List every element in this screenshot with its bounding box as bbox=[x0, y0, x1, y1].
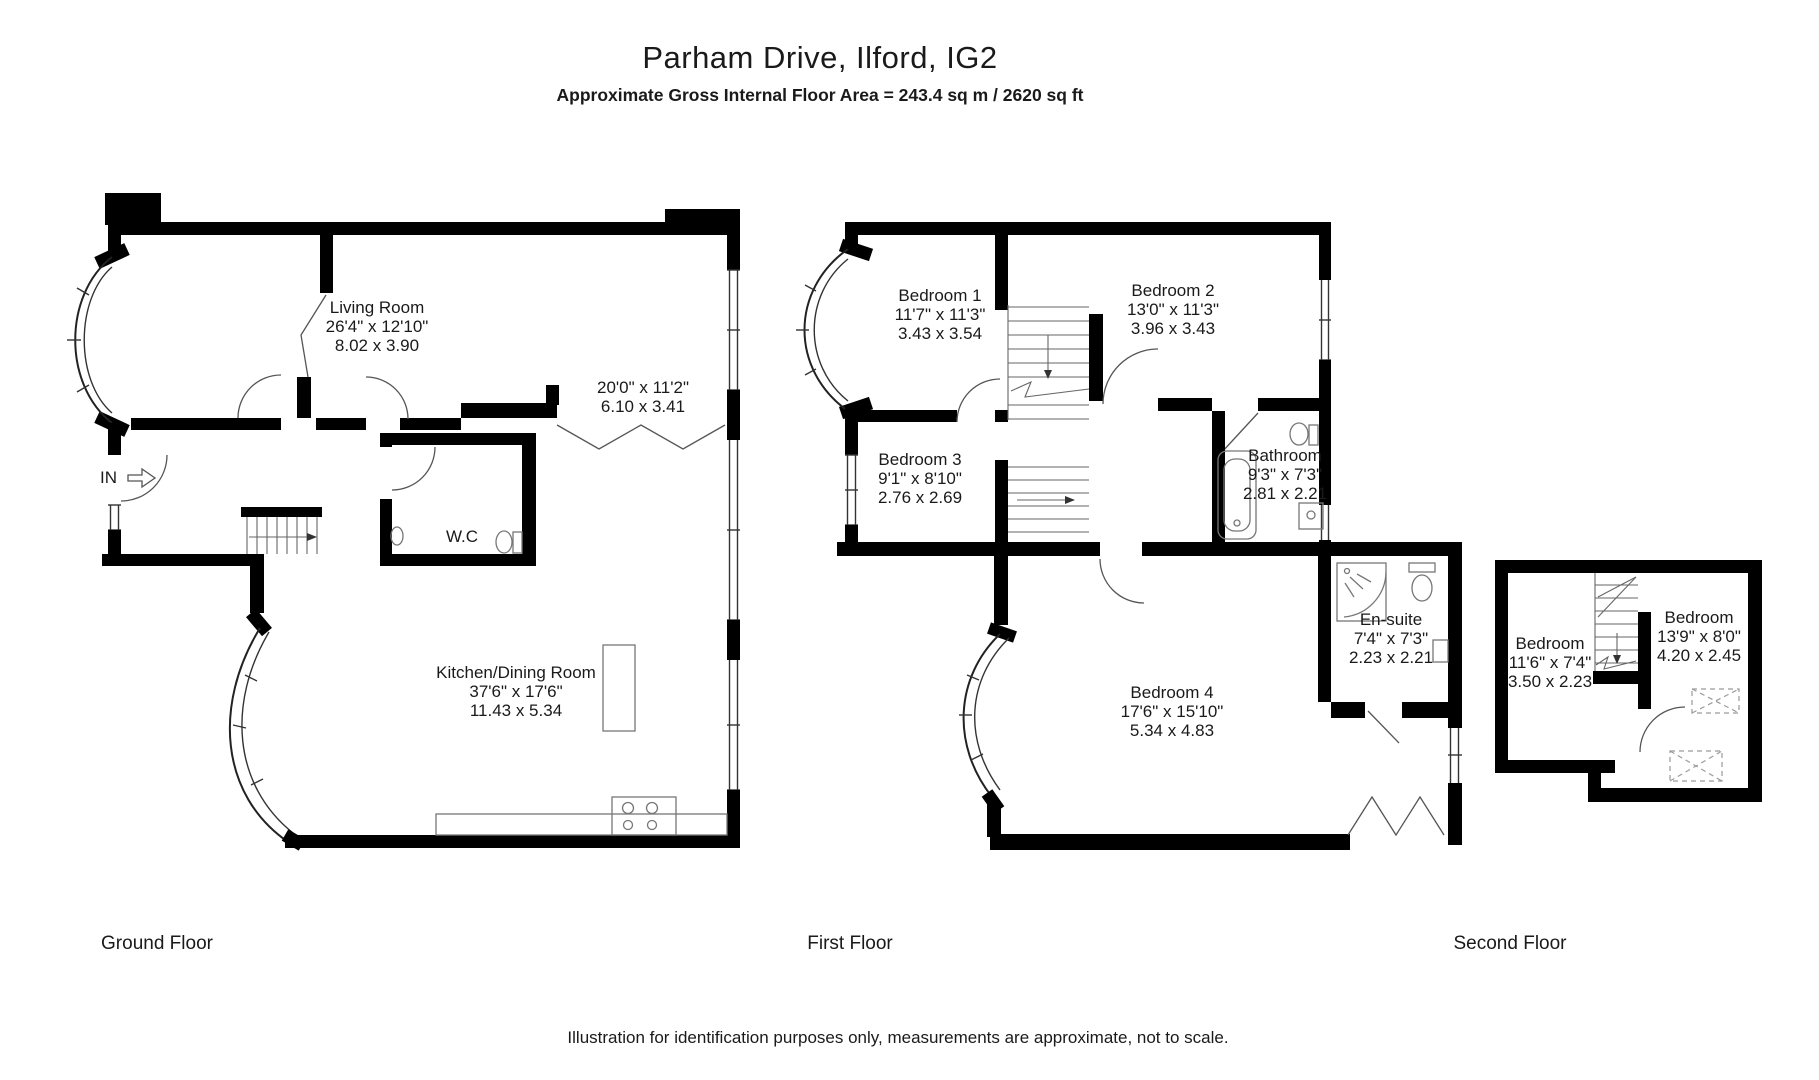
room-size-metric: 2.81 x 2.21 bbox=[1242, 484, 1328, 503]
room-label-second-bedroom-left bbox=[1508, 634, 1592, 691]
room-size-imperial: 17'6" x 15'10" bbox=[1120, 702, 1224, 721]
room-size-metric: 3.50 x 2.23 bbox=[1507, 672, 1593, 691]
entrance-arrow-icon bbox=[128, 469, 155, 487]
stove-icon bbox=[612, 797, 676, 835]
room-name: Bedroom 3 bbox=[878, 450, 962, 469]
room-size-metric: 11.43 x 5.34 bbox=[469, 701, 563, 720]
room-label-bedroom-2 bbox=[1127, 281, 1219, 338]
room-name: Bedroom 1 bbox=[898, 286, 982, 305]
room-size-imperial: 9'1" x 8'10" bbox=[878, 469, 962, 488]
page-subtitle: Approximate Gross Internal Floor Area = 243.4 sq m / 2620 sq ft bbox=[556, 85, 1084, 105]
worktop bbox=[436, 814, 727, 835]
bay-window bbox=[230, 628, 288, 842]
room-label-bedroom-3 bbox=[878, 450, 962, 507]
room-name: Bedroom bbox=[1515, 634, 1585, 653]
room-size-metric: 6.10 x 3.41 bbox=[600, 397, 686, 416]
room-size-metric: 4.20 x 2.45 bbox=[1656, 646, 1742, 665]
room-label-wc bbox=[446, 527, 478, 546]
disclaimer-text: Illustration for identification purposes only, measurements are approximate, not to scale. bbox=[567, 1028, 1229, 1047]
room-size-imperial: 26'4" x 12'10" bbox=[325, 317, 429, 336]
stairs bbox=[241, 507, 322, 517]
first-floor-plan bbox=[695, 185, 1470, 865]
room-label-front-room bbox=[597, 378, 689, 416]
room-label-en-suite bbox=[1349, 610, 1433, 667]
room-size-metric: 2.23 x 2.21 bbox=[1348, 648, 1434, 667]
folding-doors bbox=[1348, 797, 1444, 835]
room-size-metric: 2.76 x 2.69 bbox=[877, 488, 963, 507]
basin-icon bbox=[1299, 503, 1323, 529]
toilet-icon bbox=[496, 531, 512, 553]
entrance-label: IN bbox=[100, 468, 117, 487]
toilet-icon bbox=[1409, 563, 1435, 572]
room-size-imperial: 20'0" x 11'2" bbox=[597, 378, 689, 397]
toilet-icon bbox=[1290, 423, 1308, 445]
room-size-metric: 3.43 x 3.54 bbox=[897, 324, 983, 343]
room-name: En-suite bbox=[1359, 610, 1423, 629]
ground-floor-plan bbox=[55, 185, 755, 865]
room-name: Living Room bbox=[329, 298, 425, 317]
skylight-icon bbox=[1692, 689, 1739, 713]
room-size-imperial: 11'7" x 11'3" bbox=[894, 305, 986, 324]
room-name: Kitchen/Dining Room bbox=[436, 663, 596, 682]
room-size-imperial: 13'9" x 8'0" bbox=[1657, 627, 1741, 646]
room-label-bathroom bbox=[1243, 446, 1327, 503]
skylight-icon bbox=[1670, 751, 1722, 781]
room-size-imperial: 7'4" x 7'3" bbox=[1353, 629, 1429, 648]
ground-floor-label: Ground Floor bbox=[101, 933, 213, 954]
room-size-metric: 3.96 x 3.43 bbox=[1130, 319, 1216, 338]
room-name: Bathroom bbox=[1248, 446, 1322, 465]
room-label-bedroom-4 bbox=[1121, 683, 1224, 740]
room-size-imperial: 37'6" x 17'6" bbox=[469, 682, 563, 701]
wall bbox=[105, 193, 161, 225]
basin-icon bbox=[1433, 640, 1448, 662]
room-size-metric: 8.02 x 3.90 bbox=[334, 336, 420, 355]
basin-icon bbox=[391, 527, 403, 545]
bay-window bbox=[805, 249, 849, 411]
room-size-imperial: 9'3" x 7'3" bbox=[1247, 465, 1323, 484]
island-counter bbox=[603, 645, 635, 731]
room-size-imperial: 11'6" x 7'4" bbox=[1508, 653, 1592, 672]
room-size-metric: 5.34 x 4.83 bbox=[1129, 721, 1215, 740]
room-name: Bedroom 4 bbox=[1130, 683, 1214, 702]
room-name: W.C bbox=[445, 527, 479, 546]
room-size-imperial: 13'0" x 11'3" bbox=[1127, 300, 1219, 319]
room-label-kitchen-dining bbox=[436, 663, 596, 720]
room-name: Bedroom 2 bbox=[1131, 281, 1215, 300]
first-floor-label: First Floor bbox=[807, 933, 893, 954]
room-label-second-bedroom-right bbox=[1657, 608, 1741, 665]
room-name: Bedroom bbox=[1664, 608, 1734, 627]
page-title: Parham Drive, Ilford, IG2 bbox=[642, 40, 998, 75]
wc-walls bbox=[380, 433, 536, 445]
second-floor-label: Second Floor bbox=[1453, 933, 1567, 954]
room-label-living-room bbox=[326, 298, 429, 355]
stairs bbox=[1089, 314, 1103, 401]
room-label-bedroom-1 bbox=[895, 286, 986, 343]
